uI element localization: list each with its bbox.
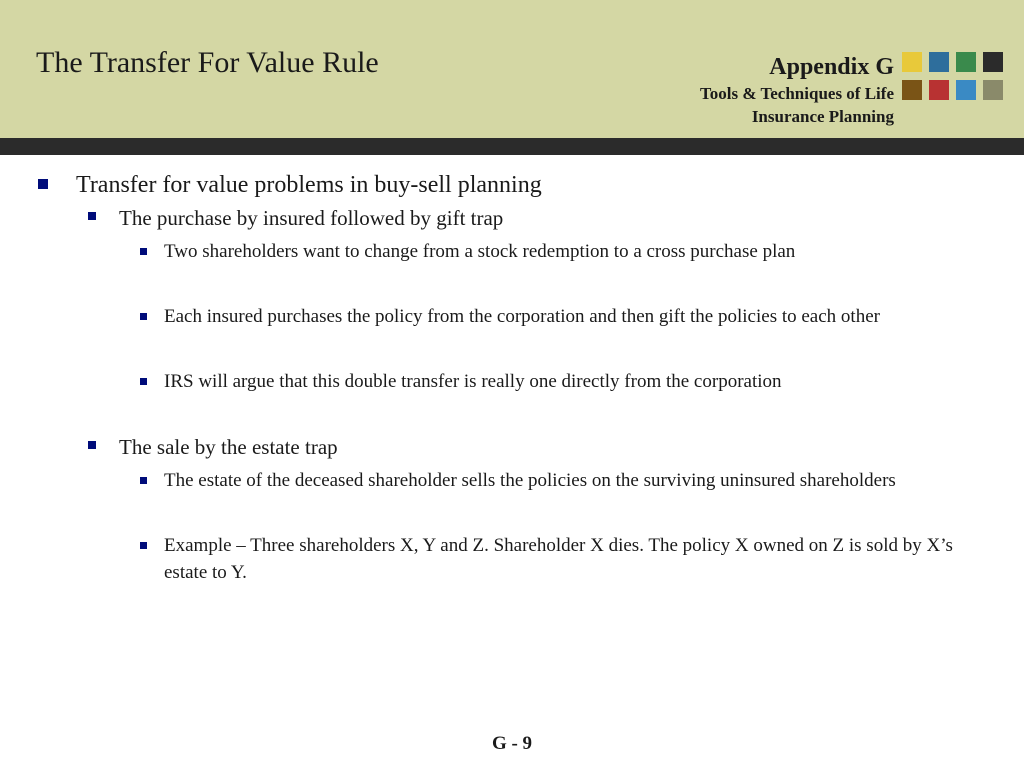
bullet-text: The estate of the deceased shareholder sells the policies on the surviving uninsured shareholders bbox=[164, 470, 896, 491]
bullet-text: The sale by the estate trap bbox=[119, 435, 338, 459]
bullet-level2 bbox=[0, 204, 1024, 232]
square-bullet-icon bbox=[38, 179, 48, 189]
logo-square bbox=[929, 52, 949, 72]
appendix-title: Appendix G bbox=[769, 54, 894, 80]
bullet-text: Two shareholders want to change from a stock redemption to a cross purchase plan bbox=[164, 241, 796, 262]
bullet-level3 bbox=[0, 368, 1024, 395]
bullet-text: Example – Three shareholders X, Y and Z. Shareholder X dies. The policy X owned on Z is sold by X’s estate to Y. bbox=[164, 535, 953, 583]
square-bullet-icon bbox=[88, 212, 96, 220]
bullet-text: The purchase by insured followed by gift trap bbox=[119, 206, 504, 230]
logo-square bbox=[902, 52, 922, 72]
bullet-level3 bbox=[0, 238, 1024, 265]
bullet-text: Each insured purchases the policy from the corporation and then gift the policies to each other bbox=[164, 306, 880, 327]
logo-square bbox=[956, 80, 976, 100]
appendix-label bbox=[700, 52, 894, 128]
bullet-text: Transfer for value problems in buy-sell planning bbox=[76, 172, 542, 198]
logo-square bbox=[902, 80, 922, 100]
bullet-level3 bbox=[0, 467, 1024, 494]
slide-content bbox=[0, 170, 1024, 586]
square-bullet-icon bbox=[140, 378, 147, 385]
logo-square bbox=[956, 52, 976, 72]
bullet-level3 bbox=[0, 532, 1024, 586]
page-number: G - 9 bbox=[491, 733, 533, 754]
square-bullet-icon bbox=[140, 477, 147, 484]
bullet-text: IRS will argue that this double transfer is really one directly from the corporation bbox=[164, 371, 782, 392]
bullet-level1 bbox=[0, 170, 1024, 200]
bullet-level3 bbox=[0, 303, 1024, 330]
appendix-subtitle-line1: Tools & Techniques of Life bbox=[700, 84, 894, 103]
logo-square bbox=[983, 80, 1003, 100]
square-bullet-icon bbox=[88, 441, 96, 449]
square-bullet-icon bbox=[140, 248, 147, 255]
logo-square bbox=[929, 80, 949, 100]
bullet-level2 bbox=[0, 433, 1024, 461]
header-divider-bar bbox=[0, 138, 1024, 155]
logo-squares bbox=[902, 52, 1006, 102]
appendix-subtitle-line2: Insurance Planning bbox=[751, 107, 894, 126]
logo-square bbox=[983, 52, 1003, 72]
square-bullet-icon bbox=[140, 542, 147, 549]
square-bullet-icon bbox=[140, 313, 147, 320]
slide-header bbox=[0, 0, 1024, 138]
slide-title: The Transfer For Value Rule bbox=[36, 46, 379, 79]
